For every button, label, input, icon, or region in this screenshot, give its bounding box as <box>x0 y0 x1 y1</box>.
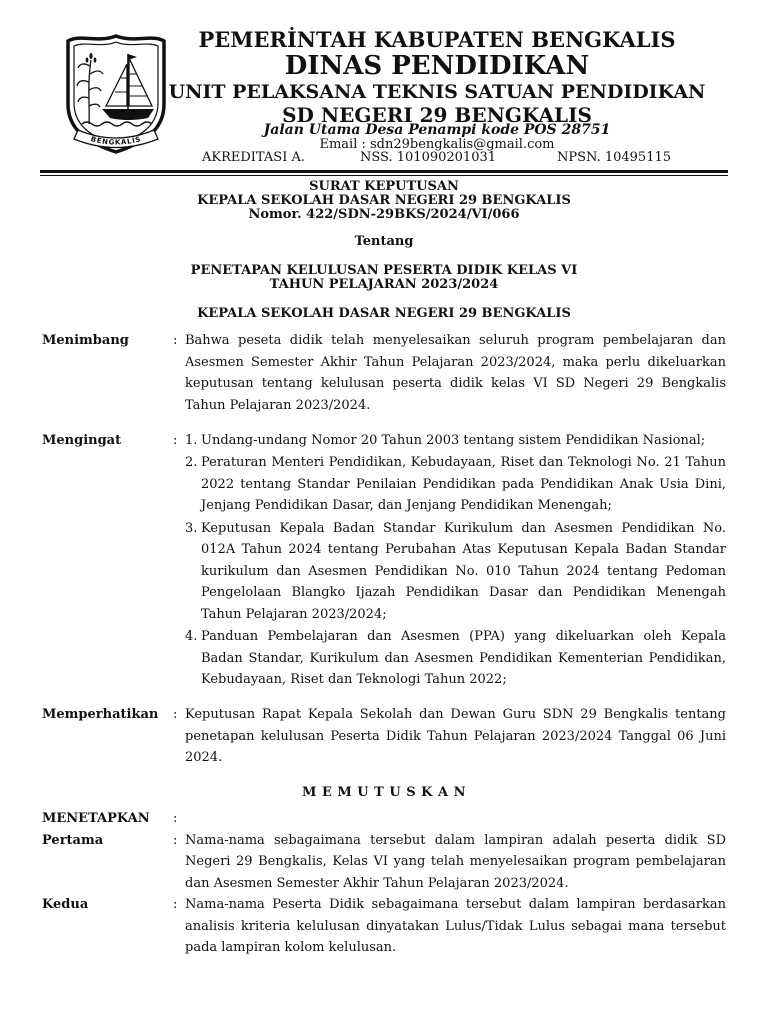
list-item <box>185 626 726 691</box>
list-item-number: 4. <box>185 629 198 644</box>
list-item-number: 2. <box>185 455 198 470</box>
school-email: Email : sdn29bengkalis@gmail.com <box>319 137 555 152</box>
list-item-text: Peraturan Menteri Pendidikan, Kebudayaan, Riset dan Teknologi No. 21 Tahun 2022 tentang Standar Penilaian Pendidikan pada Pendidikan Anak Usia Dini, Jenjang Pendidikan Dasar, dan Jenjang Pendidikan Menengah; <box>201 455 726 513</box>
section-label: Mengingat <box>42 432 122 448</box>
list-item <box>185 430 726 452</box>
separator: : <box>173 707 178 722</box>
letterhead-divider-thick <box>40 170 728 173</box>
legal-basis-list <box>185 430 726 691</box>
separator: : <box>173 432 178 448</box>
decree-body <box>42 330 726 959</box>
agency-name: DINAS PENDIDIKAN <box>284 51 590 81</box>
section-text: Keputusan Rapat Kepala Sekolah dan Dewan Guru SDN 29 Bengkalis tentang penetapan kelulusan Peserta Didik Tahun Pelajaran 2023/2024 Tanggal 06 Juni 2024. <box>185 707 726 765</box>
accreditation: AKREDITASI A. <box>202 150 305 165</box>
section-label: Pertama <box>42 832 104 848</box>
letterhead-divider-thin <box>40 175 728 176</box>
list-item-text: Keputusan Kepala Badan Standar Kurikulum dan Asesmen Pendidikan No. 012A Tahun 2024 tentang Perubahan Atas Keputusan Kepala Badan Standar kurikulum dan Asesmen Pendidikan No. 010 Tahun 2024 tentang Pedoman Pengelolaan Blangko Ijazah Pendidikan Dasar dan Pendidikan Menengah Tahun Pelajaran 2023/2024; <box>201 520 726 622</box>
list-item-number: 3. <box>185 520 198 536</box>
nss-number: NSS. 101090201031 <box>360 150 497 165</box>
list-item <box>185 452 726 517</box>
section-memperhatikan <box>42 704 726 769</box>
separator: : <box>173 897 178 912</box>
decree-number: Nomor. 422/SDN-29BKS/2024/VI/066 <box>248 207 520 222</box>
section-label: Memperhatikan <box>42 707 159 722</box>
decree-about-label: Tentang <box>354 234 414 249</box>
section-kedua <box>42 894 726 959</box>
decree-type: SURAT KEPUTUSAN <box>309 179 459 194</box>
section-menimbang <box>42 330 726 416</box>
logo-ribbon-text: BENGKALIS <box>89 135 143 147</box>
section-text: Nama-nama sebagaimana tersebut dalam lampiran adalah peserta didik SD Negeri 29 Bengkalis, Kelas VI yang telah menyelesaikan program pembelajaran dan Asesmen Semester Akhir Tahun Pelajaran 2023/2024. <box>185 832 726 891</box>
decree-subject-line-1: PENETAPAN KELULUSAN PESERTA DIDIK KELAS VI <box>190 263 578 278</box>
verdict-heading: M E M U T U S K A N <box>302 785 466 800</box>
section-mengingat <box>42 430 726 691</box>
section-text: Nama-nama Peserta Didik sebagaimana tersebut dalam lampiran berdasarkan analisis kriteria kelulusan dinyatakan Lulus/Tidak Lulus sebagai mana tersebut pada lampiran kolom kelulusan. <box>185 897 726 955</box>
list-item-text: Undang-undang Nomor 20 Tahun 2003 tentang sistem Pendidikan Nasional; <box>201 432 706 448</box>
decree-issuer: KEPALA SEKOLAH DASAR NEGERI 29 BENGKALIS <box>197 193 571 208</box>
decree-authority: KEPALA SEKOLAH DASAR NEGERI 29 BENGKALIS <box>197 306 571 321</box>
list-item-number: 1. <box>185 432 198 448</box>
list-item-text: Panduan Pembelajaran dan Asesmen (PPA) yang dikeluarkan oleh Kepala Badan Standar, Kurikulum dan Asesmen Pendidikan Kementerian Pendidikan, Kebudayaan, Riset dan Teknologi Tahun 2022; <box>201 629 726 687</box>
section-label: Menimbang <box>42 333 129 348</box>
section-menetapkan <box>42 808 726 830</box>
separator: : <box>173 832 178 848</box>
section-text <box>185 808 726 830</box>
section-label: Kedua <box>42 897 89 912</box>
decree-subject-line-2: TAHUN PELAJARAN 2023/2024 <box>269 277 499 292</box>
school-name: SD NEGERI 29 BENGKALIS <box>282 103 592 127</box>
unit-name: UNIT PELAKSANA TEKNIS SATUAN PENDIDIKAN <box>168 81 706 103</box>
separator: : <box>173 333 178 348</box>
npsn-number: NPSN. 10495115 <box>557 150 672 165</box>
section-label: MENETAPKAN <box>42 811 150 826</box>
government-name: PEMERİNTAH KABUPATEN BENGKALIS <box>198 27 676 52</box>
school-address: Jalan Utama Desa Penampi kode POS 28751 <box>263 122 611 138</box>
section-pertama <box>42 830 726 895</box>
list-item <box>185 518 726 626</box>
section-text: Bahwa peseta didik telah menyelesaikan seluruh program pembelajaran dan Asesmen Semester Akhir Tahun Pelajaran 2023/2024, maka perlu dikeluarkan keputusan tentang kelulusan peserta didik kelas VI SD Negeri 29 Bengkalis Tahun Pelajaran 2023/2024. <box>185 333 726 413</box>
separator: : <box>173 811 178 826</box>
